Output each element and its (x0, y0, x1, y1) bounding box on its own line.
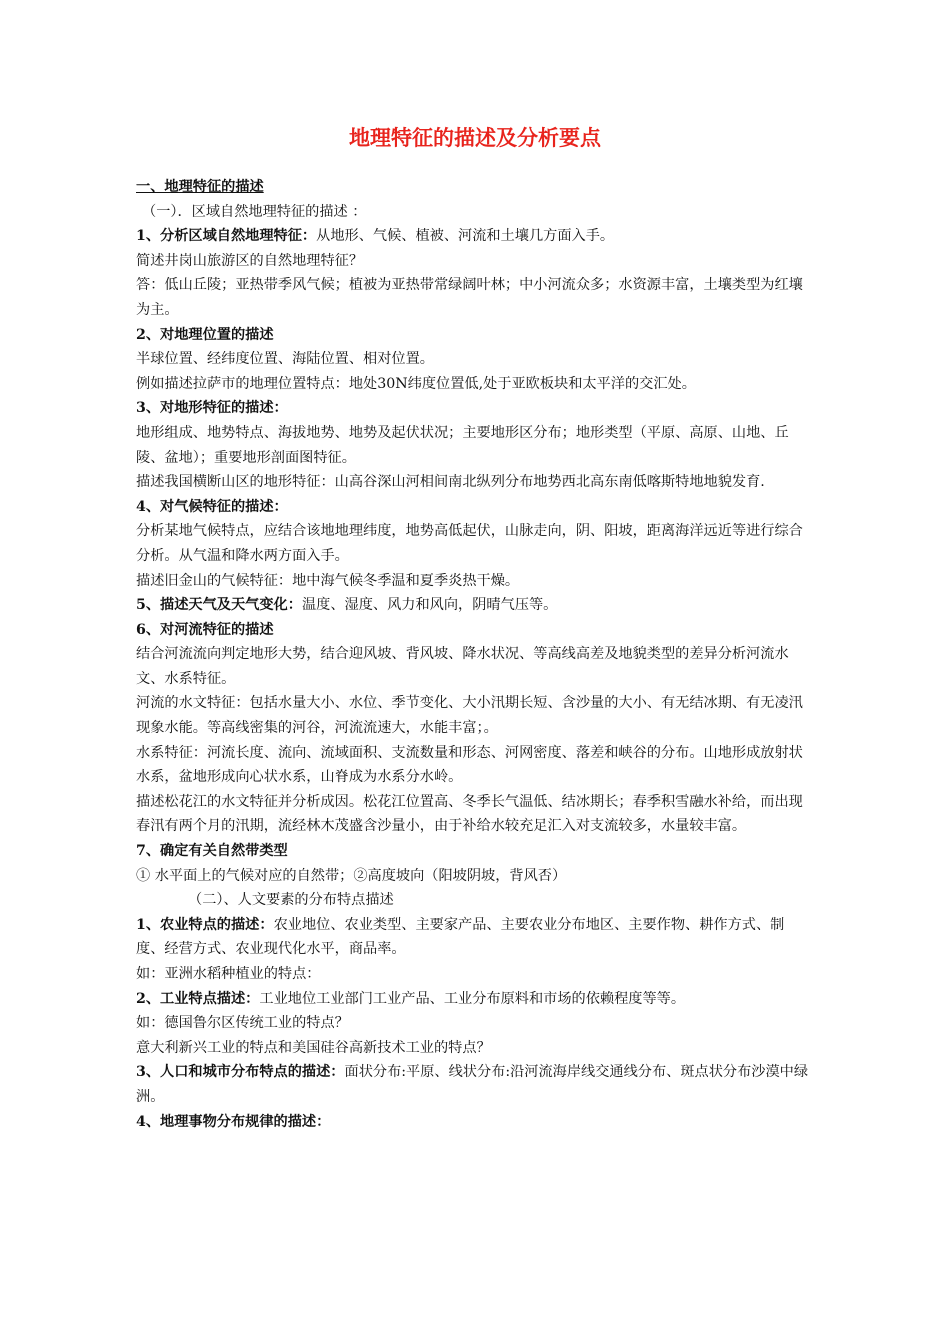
paragraph-text: （一）．区域自然地理特征的描述 ： (142, 203, 367, 220)
paragraph-text: （二）、人文要素的分布特点描述 (188, 892, 394, 909)
paragraph (136, 618, 812, 643)
paragraph (136, 519, 812, 568)
paragraph-text: 河流的水文特征：包括水量大小、水位、季节变化、大小汛期长短、含沙量的大小、有无结冰期、有无凌汛现象水能。等高线密集的河谷，河流流速大，水能丰富；。 (136, 695, 803, 737)
paragraph (136, 790, 812, 839)
paragraph-text: 结合河流流向判定地形大势，结合迎风坡、背风坡、降水状况、等高线高差及地貌类型的差异分析河流水文、水系特征。 (136, 646, 789, 687)
paragraph-heading: 4、对气候特征的描述： (136, 498, 288, 515)
paragraph-text: 工业地位工业部门工业产品、工业分布原料和市场的依赖程度等等。 (259, 990, 686, 1007)
paragraph-text: 地形组成、地势特点、海拔地势、地势及起伏状况；主要地形区分布；地形类型（平原、高原、山地、丘陵、盆地）；重要地形剖面图特征。 (136, 424, 789, 466)
paragraph-text: 面状分布:平原、线状分布:沿河流海岸线交通线分布、斑点状分布沙漠中绿洲。 (136, 1064, 809, 1105)
paragraph (136, 1036, 812, 1061)
paragraph-text: 描述我国横断山区的地形特征：山高谷深山河相间南北纵列分布地势西北高东南低喀斯特地地貌发育. (136, 474, 765, 491)
paragraph (136, 987, 812, 1012)
paragraph (136, 593, 812, 618)
paragraph-heading: 5、描述天气及天气变化： (136, 597, 302, 614)
paragraph-text: 温度、湿度、风力和风向，阴晴气压等。 (301, 597, 558, 614)
paragraph (136, 642, 812, 691)
paragraph-heading: 1、农业特点的描述： (136, 916, 274, 933)
paragraph-heading: 2、对地理位置的描述 (136, 326, 274, 343)
paragraph-heading: 3、人口和城市分布特点的描述： (136, 1064, 345, 1081)
paragraph (136, 175, 812, 200)
paragraph (136, 470, 812, 495)
paragraph-heading: 3、对地形特征的描述： (136, 400, 288, 417)
paragraph (136, 396, 812, 421)
paragraph (136, 495, 812, 520)
paragraph-text: 分析某地气候特点，应结合该地地理纬度，地势高低起伏，山脉走向，阴、阳坡，距离海洋远近等进行综合分析。从气温和降水两方面入手。 (136, 523, 803, 564)
paragraph (136, 962, 812, 987)
paragraph (136, 323, 812, 348)
paragraph-text: 描述松花江的水文特征并分析成因。松花江位置高、冬季长气温低、结冰期长；春季积雪融水补给，而出现春汛有两个月的汛期，流经林木茂盛含沙量小，由于补给水较充足汇入对支流较多，水量较丰富。 (136, 793, 803, 835)
paragraph (136, 249, 812, 274)
paragraph (136, 839, 812, 864)
document-body (136, 175, 812, 1134)
paragraph-heading: 一、地理特征的描述 (136, 179, 264, 195)
paragraph-text: 意大利新兴工业的特点和美国硅谷高新技术工业的特点？ (136, 1039, 491, 1056)
paragraph-text: ① 水平面上的气候对应的自然带；②高度坡向（阳坡阴坡，背风否） (136, 867, 567, 884)
paragraph (136, 1011, 812, 1036)
paragraph (136, 421, 812, 470)
paragraph-heading: 7、确定有关自然带类型 (136, 843, 288, 860)
paragraph-heading: 4、地理事物分布规律的描述： (136, 1113, 331, 1130)
paragraph (136, 569, 812, 594)
paragraph-heading: 6、对河流特征的描述 (136, 621, 274, 638)
paragraph (136, 273, 812, 322)
paragraph (136, 913, 812, 962)
paragraph (136, 347, 812, 372)
paragraph-text: 从地形、气候、植被、河流和土壤几方面入手。 (316, 228, 615, 245)
paragraph-text: 半球位置、经纬度位置、海陆位置、相对位置。 (136, 351, 434, 368)
paragraph-text: 农业地位、农业类型、主要家产品、主要农业分布地区、主要作物、耕作方式、制度、经营方式、农业现代化水平，商品率。 (136, 916, 785, 958)
paragraph (136, 1060, 812, 1109)
paragraph-text: 例如描述拉萨市的地理位置特点：地处30N纬度位置低,处于亚欧板块和太平洋的交汇处。 (136, 375, 696, 392)
paragraph-heading: 1、分析区域自然地理特征： (136, 228, 317, 245)
paragraph (136, 224, 812, 249)
paragraph (136, 691, 812, 740)
paragraph (136, 1110, 812, 1135)
paragraph-text: 如：德国鲁尔区传统工业的特点？ (136, 1015, 349, 1032)
paragraph-heading: 2、工业特点描述： (136, 990, 260, 1007)
paragraph (136, 864, 812, 889)
paragraph (136, 741, 812, 790)
paragraph (136, 888, 812, 913)
paragraph (136, 372, 812, 397)
paragraph (136, 200, 812, 225)
paragraph-text: 如：亚洲水稻种植业的特点： (136, 966, 321, 982)
paragraph-text: 描述旧金山的气候特征：地中海气候冬季温和夏季炎热干燥。 (136, 572, 520, 589)
document-title: 地理特征的描述及分析要点 (349, 126, 601, 150)
paragraph-text: 简述井岗山旅游区的自然地理特征？ (136, 252, 364, 269)
paragraph-text: 水系特征：河流长度、流向、流域面积、支流数量和形态、河网密度、落差和峡谷的分布。山地形成放射状水系，盆地形成向心状水系，山脊成为水系分水岭。 (136, 744, 803, 786)
paragraph-text: 答：低山丘陵；亚热带季风气候；植被为亚热带常绿阔叶林；中小河流众多；水资源丰富，土壤类型为红壤为主。 (136, 277, 803, 318)
